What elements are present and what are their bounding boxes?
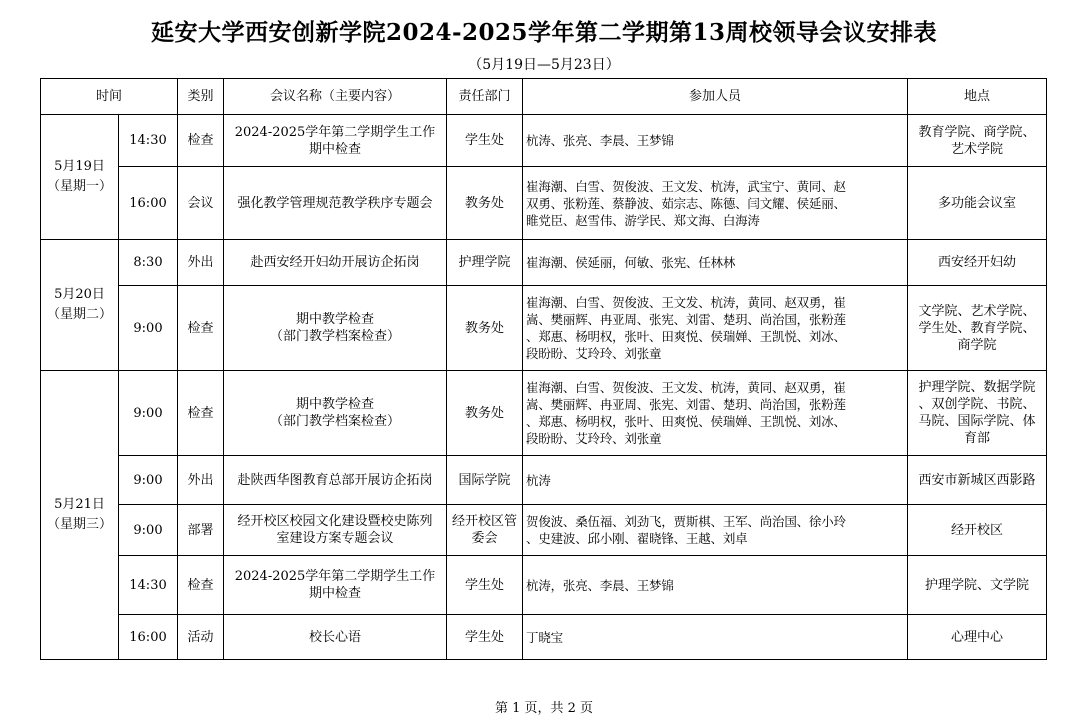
cell-line: 嵩、樊丽辉、冉亚周、张宪、刘雷、楚玥、尚治国，张粉莲 [526,312,846,327]
cell-line: 贺俊波、桑伍福、刘劲飞，贾斯棋、王军、尚治国、徐小玲 [526,514,846,529]
cell-line: 外出 [187,255,214,270]
cell-line: 活动 [187,629,214,645]
cell-line: 多功能会议室 [938,195,1017,211]
cell-line: 育部 [964,431,991,446]
cell-line: 教务处 [465,320,505,336]
dept-cell [447,456,523,505]
cell-line: 崔海潮、侯延丽，何敏、张宪、任林林 [526,255,736,270]
cell-line: 16:00 [129,195,167,211]
time-cell [119,505,178,556]
header-category: 类别 [178,79,224,115]
dept-cell [447,505,523,556]
date-cell [41,371,119,660]
cell-line: 外出 [187,472,214,488]
cell-line: （部门教学档案检查） [270,329,401,344]
participants-cell [523,505,908,556]
cell-line: 学生处 [465,629,505,645]
participants-cell [523,556,908,615]
dept-cell [447,167,523,240]
page-footer: 第 1 页，共 2 页 [494,701,594,716]
participants-cell [523,615,908,660]
cell-line: 期中教学检查 [296,312,375,327]
cell-line: 崔海潮、白雪、贺俊波、王文发、杭涛，武宝宁、黄同、赵 [526,178,846,194]
cell-line: 委会 [471,531,498,546]
date-label: 5月20日 [54,287,105,302]
category-cell [178,167,224,240]
table-row [41,286,1047,371]
time-cell [119,556,178,615]
location-cell [908,240,1047,286]
table-row [41,371,1047,456]
table-row [41,505,1047,556]
cell-line: 睢党臣、赵雪伟、游学民、郑文海、白海涛 [526,212,760,228]
location-cell [908,505,1047,556]
table-row [41,615,1047,660]
meeting-cell [224,505,447,556]
cell-line: 室建设方案专题会议 [276,531,394,546]
cell-line: 护理学院、数据学院 [918,380,1036,395]
schedule-body [41,115,1047,660]
cell-line: 经开校区 [951,522,1004,538]
cell-line: 杭涛、张亮、李晨、王梦锦 [526,133,674,148]
dept-cell [447,615,523,660]
category-cell [178,371,224,456]
dept-cell [447,115,523,167]
cell-line: 文学院、艺术学院、 [918,303,1036,319]
cell-line: 学生处 [465,133,505,148]
cell-line: 2024-2025学年第二学期学生工作 [234,569,436,584]
meeting-cell [224,371,447,456]
table-row [41,456,1047,505]
participants-cell [523,456,908,505]
time-cell [119,167,178,240]
dept-cell [447,371,523,456]
weekday-label: （星期三） [46,517,112,532]
cell-line: 期中教学检查 [296,397,375,412]
participants-cell [523,240,908,286]
cell-line: 、郑惠、杨明权，张叶、田爽悦、侯瑞婵、王凯悦、刘冰、 [526,414,846,429]
date-cell [41,115,119,240]
cell-line: 16:00 [129,629,167,645]
category-cell [178,615,224,660]
meeting-cell [224,167,447,240]
location-cell [908,167,1047,240]
time-cell [119,286,178,371]
cell-line: 学生处 [465,577,505,593]
cell-line: 经开校区管 [452,514,518,529]
meeting-cell [224,115,447,167]
cell-line: 会议 [187,195,214,211]
participants-cell [523,115,908,167]
cell-line: 检查 [187,405,214,421]
cell-line: 检查 [187,577,214,593]
location-cell [908,371,1047,456]
cell-line: 部署 [187,522,214,538]
time-cell [119,115,178,167]
cell-line: 护理学院、文学院 [925,577,1030,593]
participants-cell [523,371,908,456]
time-cell [119,371,178,456]
participants-cell [523,286,908,371]
dept-cell [447,286,523,371]
cell-line: 赴西安经开妇幼开展访企拓岗 [250,255,420,270]
cell-line: 嵩、樊丽辉、冉亚周、张宪、刘雷、楚玥、尚治国，张粉莲 [526,397,846,412]
cell-line: 西安市新城区西影路 [918,472,1036,488]
meeting-cell [224,615,447,660]
meeting-cell [224,286,447,371]
cell-line: 赴陕西华图教育总部开展访企拓岗 [237,472,433,488]
cell-line: 9:00 [133,320,163,336]
cell-line: 期中检查 [309,141,362,157]
meeting-cell [224,556,447,615]
cell-line: 教务处 [465,405,505,421]
cell-line: 双勇、张粉莲、蔡静波、茹宗志、陈德、闫文耀、侯延丽、 [526,195,846,211]
header-dept: 责任部门 [447,79,523,115]
meeting-cell [224,456,447,505]
header-meeting: 会议名称（主要内容） [224,79,447,115]
cell-line: 段盼盼、艾玲玲、刘张童 [526,431,662,446]
category-cell [178,240,224,286]
cell-line: 崔海潮、白雪、贺俊波、王文发、杭涛，黄同、赵双勇，崔 [526,295,846,310]
location-cell [908,556,1047,615]
table-row [41,556,1047,615]
cell-line: 丁晓宝 [526,629,563,645]
participants-cell [523,167,908,240]
category-cell [178,115,224,167]
cell-line: 崔海潮、白雪、贺俊波、王文发、杭涛，黄同、赵双勇，崔 [526,380,846,395]
category-cell [178,505,224,556]
time-cell [119,615,178,660]
cell-line: 9:00 [133,522,163,538]
cell-line: 、双创学院、书院、 [918,397,1036,412]
date-label: 5月19日 [54,159,105,174]
time-cell [119,456,178,505]
category-cell [178,456,224,505]
cell-line: 8:30 [133,255,163,270]
location-cell [908,115,1047,167]
cell-line: 校长心语 [309,629,362,645]
table-row [41,240,1047,286]
table-row [41,167,1047,240]
cell-line: 期中检查 [309,586,362,601]
cell-line: 教务处 [465,195,505,211]
dept-cell [447,556,523,615]
cell-line: 教育学院、商学院、 [918,124,1036,140]
cell-line: 9:00 [133,405,163,421]
cell-line: 艺术学院 [951,141,1004,157]
date-cell [41,240,119,371]
cell-line: 经开校区校园文化建设暨校史陈列 [237,514,433,529]
header-participants: 参加人员 [523,79,908,115]
cell-line: 、郑惠、杨明权，张叶、田爽悦、侯瑞婵、王凯悦、刘冰、 [526,329,846,344]
cell-line: （部门教学档案检查） [270,414,401,429]
category-cell [178,286,224,371]
location-cell [908,286,1047,371]
cell-line: 国际学院 [458,472,511,488]
cell-line: 14:30 [129,133,167,148]
cell-line: 检查 [187,133,214,148]
weekday-label: （星期一） [46,179,112,194]
cell-line: 14:30 [129,577,167,593]
cell-line: 学生处、教育学院、 [918,320,1036,336]
time-cell [119,240,178,286]
cell-line: 马院、国际学院、体 [918,414,1036,429]
cell-line: 心理中心 [951,629,1004,645]
date-range-subtitle: （5月19日—5月23日） [468,57,620,73]
header-time: 时间 [41,79,178,115]
dept-cell [447,240,523,286]
cell-line: 段盼盼、艾玲玲、刘张童 [526,346,662,361]
cell-line: 护理学院 [458,255,511,270]
cell-line: 检查 [187,320,214,336]
cell-line: 西安经开妇幼 [938,255,1017,270]
category-cell [178,556,224,615]
meeting-cell [224,240,447,286]
header-row [41,79,1047,115]
schedule-table [40,78,1047,660]
cell-line: 9:00 [133,472,163,488]
weekday-label: （星期二） [46,307,112,322]
cell-line: 杭涛 [526,472,551,488]
document-title: 延安大学西安创新学院2024-2025学年第二学期第13周校领导会议安排表 [150,19,938,46]
cell-line: 杭涛，张亮、李晨、王梦锦 [526,577,674,593]
table-row [41,115,1047,167]
header-location: 地点 [908,79,1047,115]
cell-line: 商学院 [957,337,997,353]
location-cell [908,456,1047,505]
cell-line: 2024-2025学年第二学期学生工作 [234,124,436,140]
date-label: 5月21日 [54,497,105,512]
location-cell [908,615,1047,660]
cell-line: 强化教学管理规范教学秩序专题会 [237,195,433,211]
cell-line: 、史建波、邱小刚、翟晓锋、王越、刘卓 [526,531,748,546]
